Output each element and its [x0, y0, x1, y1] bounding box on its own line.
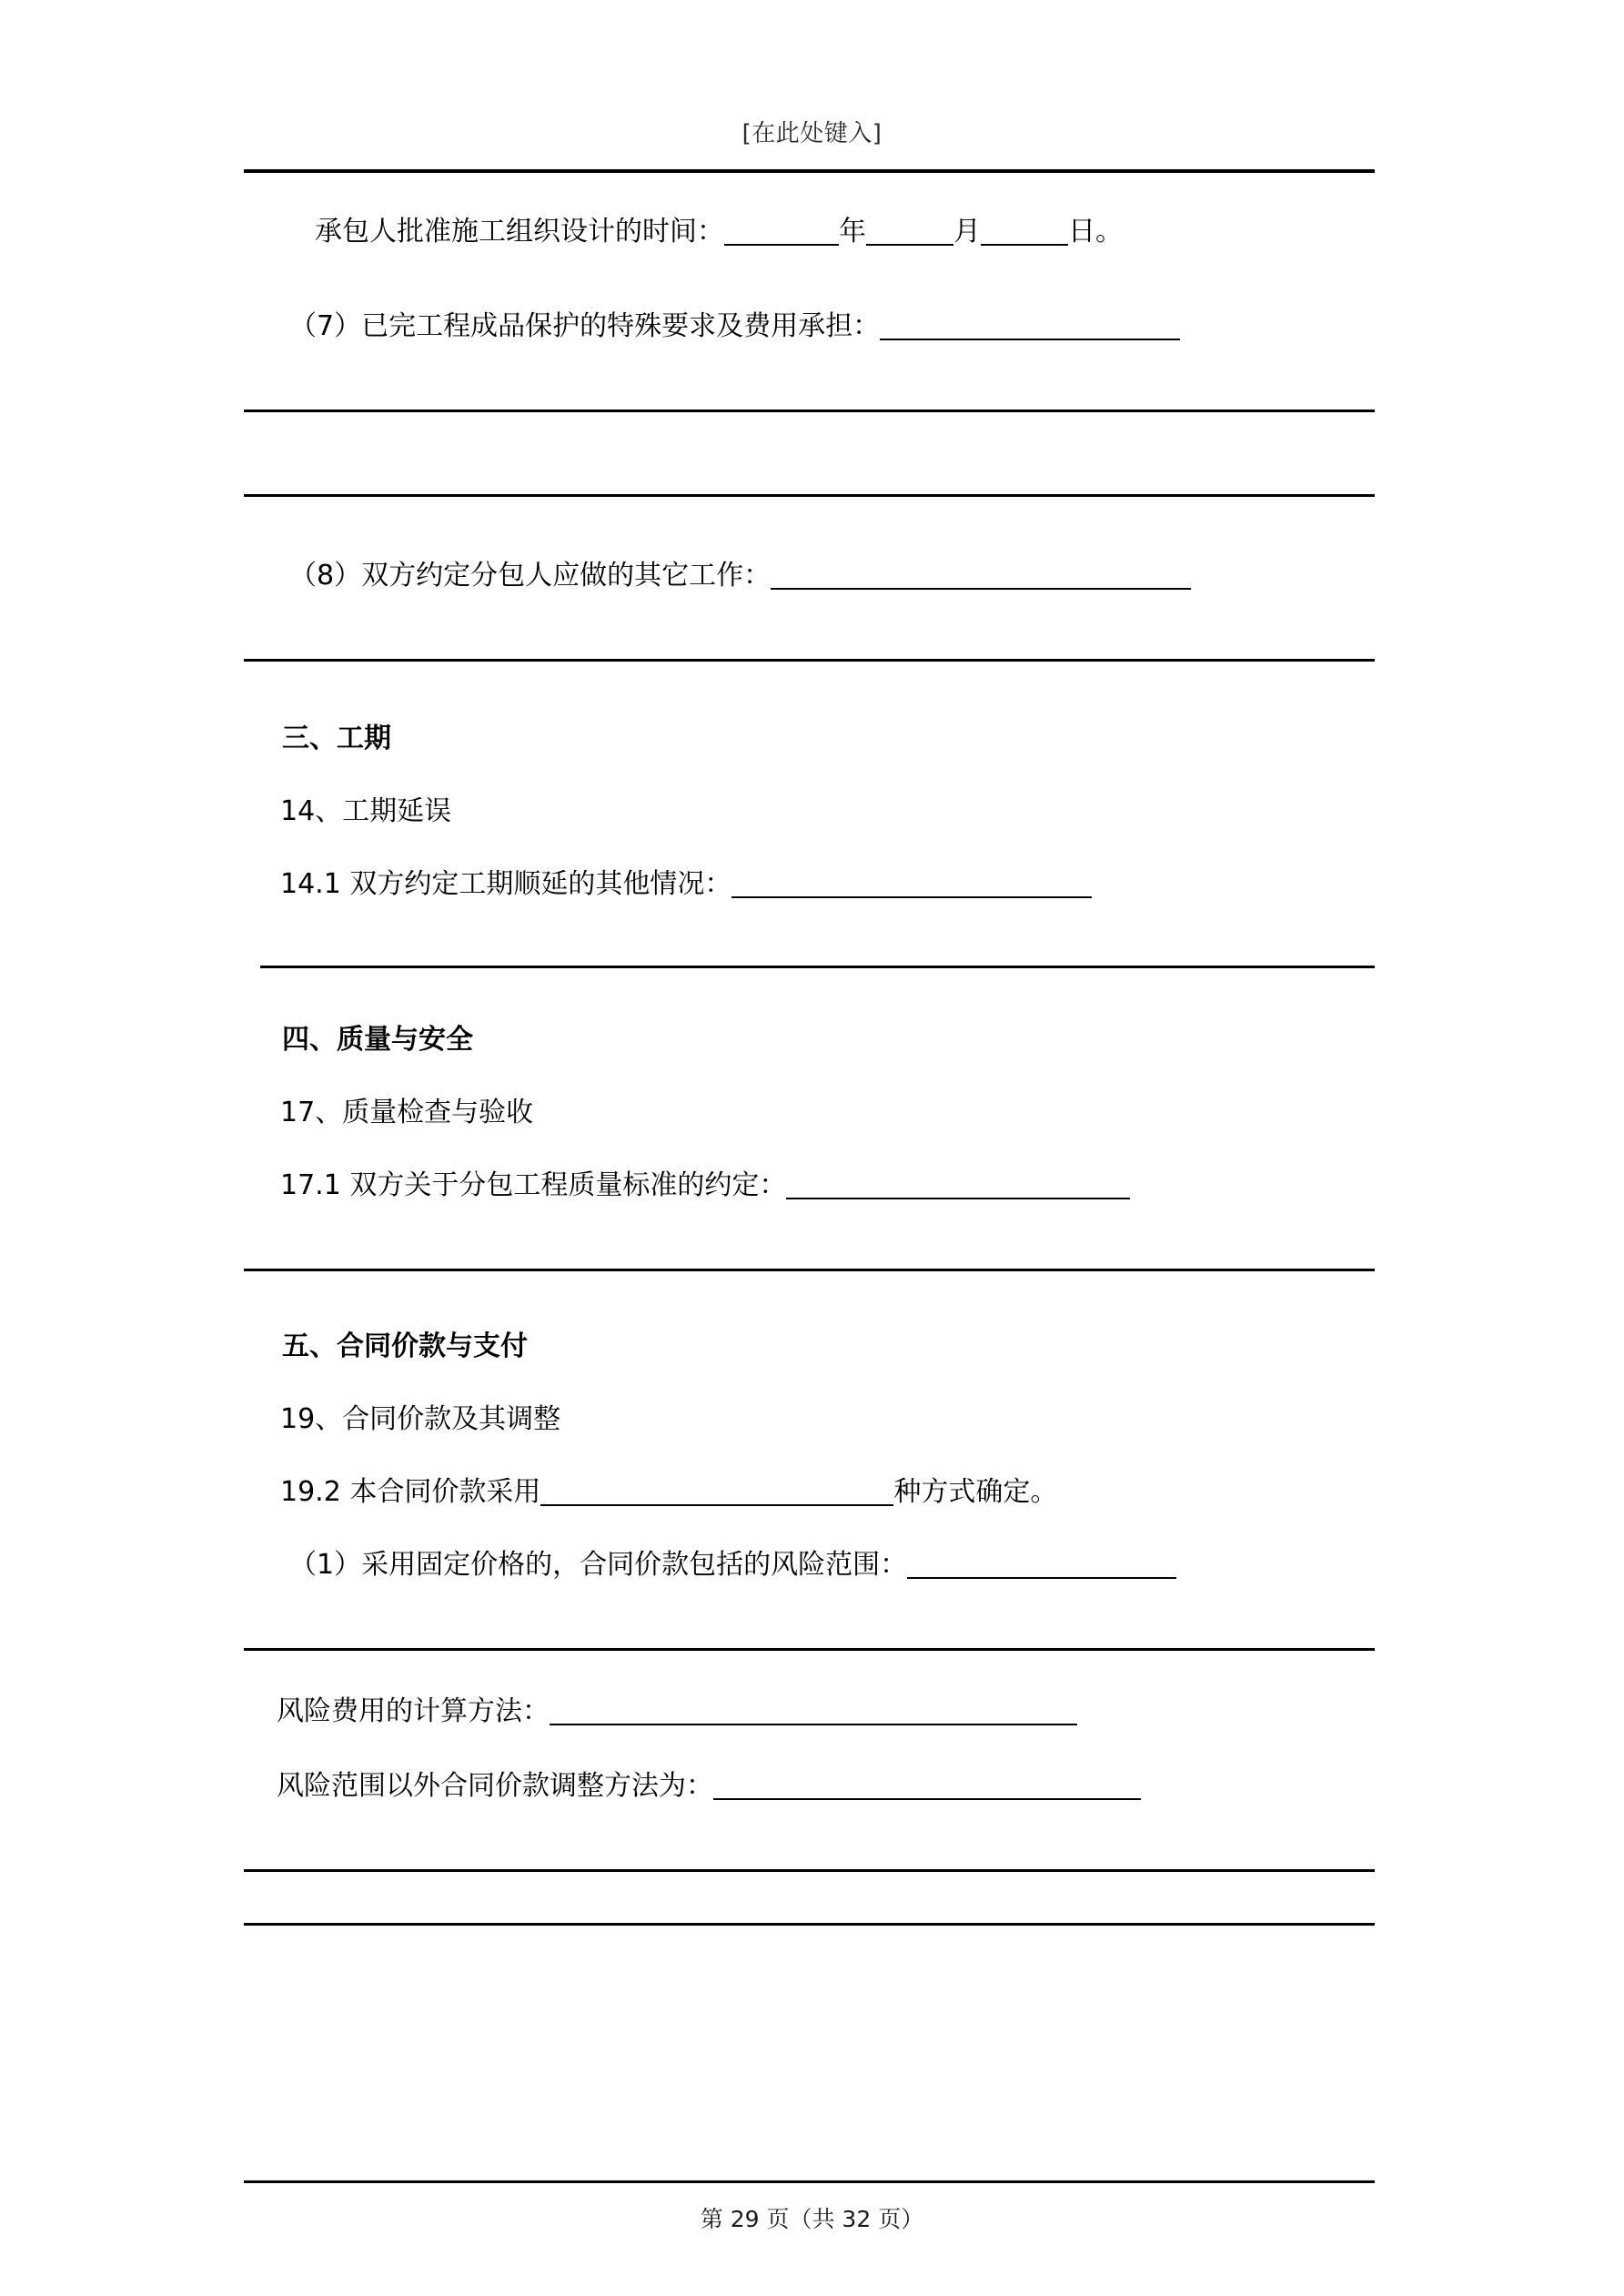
item-1-field[interactable] [907, 1553, 1176, 1579]
document-body [244, 191, 1375, 1926]
paragraph-17 [244, 1099, 1375, 1127]
heading-section-four [244, 1024, 1375, 1056]
paragraph-14-1 [244, 868, 1375, 900]
paragraph-17-1 [244, 1169, 1375, 1201]
clause-17-label: 17、质量检查与验收 [280, 1097, 534, 1128]
approval-month-unit: 月 [953, 216, 981, 248]
paragraph-risk-calc [244, 1695, 1375, 1727]
blank-rule-6[interactable] [244, 1648, 1375, 1651]
clause-14-1-label: 14.1 双方约定工期顺延的其他情况： [280, 868, 732, 900]
clause-19-label: 19、合同价款及其调整 [280, 1403, 561, 1435]
heading-section-three [244, 725, 1375, 753]
clause-19-2-label-b: 种方式确定。 [893, 1476, 1058, 1508]
heading-five-label: 五、合同价款与支付 [282, 1330, 528, 1362]
item-7-label: （7）已完工程成品保护的特殊要求及费用承担： [289, 310, 881, 342]
clause-17-1-field[interactable] [786, 1174, 1130, 1199]
item-8-field[interactable] [771, 564, 1191, 590]
blank-rule-7[interactable] [244, 1869, 1375, 1872]
item-7-field[interactable] [880, 315, 1180, 340]
blank-rule-1[interactable] [244, 410, 1375, 412]
heading-section-five [244, 1330, 1375, 1362]
risk-calc-label: 风险费用的计算方法： [277, 1695, 550, 1727]
paragraph-19 [244, 1403, 1375, 1435]
heading-three-label: 三、工期 [282, 723, 391, 754]
clause-14-1-field[interactable] [731, 873, 1092, 898]
blank-rule-4[interactable] [260, 966, 1375, 968]
risk-adjust-field[interactable] [713, 1775, 1141, 1800]
paragraph-item-1 [244, 1549, 1375, 1581]
clause-17-1-label: 17.1 双方关于分包工程质量标准的约定： [280, 1169, 787, 1201]
blank-rule-3[interactable] [244, 659, 1375, 662]
approval-year-unit: 年 [839, 216, 866, 248]
paragraph-14 [244, 795, 1375, 827]
clause-14-label: 14、工期延误 [280, 795, 452, 827]
heading-four-label: 四、质量与安全 [282, 1024, 473, 1056]
approval-year-field[interactable] [724, 220, 839, 246]
approval-day-field[interactable] [981, 220, 1068, 246]
risk-adjust-label: 风险范围以外合同价款调整方法为： [277, 1770, 713, 1802]
item-8-label: （8）双方约定分包人应做的其它工作： [289, 560, 772, 592]
page-footer: 第 29 页（共 32 页） [700, 2206, 924, 2232]
paragraph-item-8 [244, 562, 1375, 590]
clause-19-2-field[interactable] [540, 1481, 893, 1506]
item-1-label: （1）采用固定价格的，合同价款包括的风险范围： [289, 1549, 908, 1581]
paragraph-19-2 [244, 1476, 1375, 1508]
blank-rule-8[interactable] [244, 1923, 1375, 1926]
approval-time-label: 承包人批准施工组织设计的时间： [315, 216, 724, 248]
clause-19-2-label-a: 19.2 本合同价款采用 [280, 1476, 541, 1508]
paragraph-item-7 [244, 310, 1375, 342]
risk-calc-field[interactable] [550, 1700, 1077, 1725]
paragraph-approval-time [244, 218, 1375, 246]
approval-month-field[interactable] [866, 220, 953, 246]
approval-day-unit: 日。 [1068, 216, 1123, 248]
footer-divider [244, 2180, 1375, 2183]
paragraph-risk-adjust [244, 1770, 1375, 1802]
page-header: [在此处键入] [741, 120, 883, 147]
blank-rule-2[interactable] [244, 494, 1375, 497]
blank-rule-5[interactable] [244, 1269, 1375, 1271]
header-divider [244, 169, 1375, 173]
